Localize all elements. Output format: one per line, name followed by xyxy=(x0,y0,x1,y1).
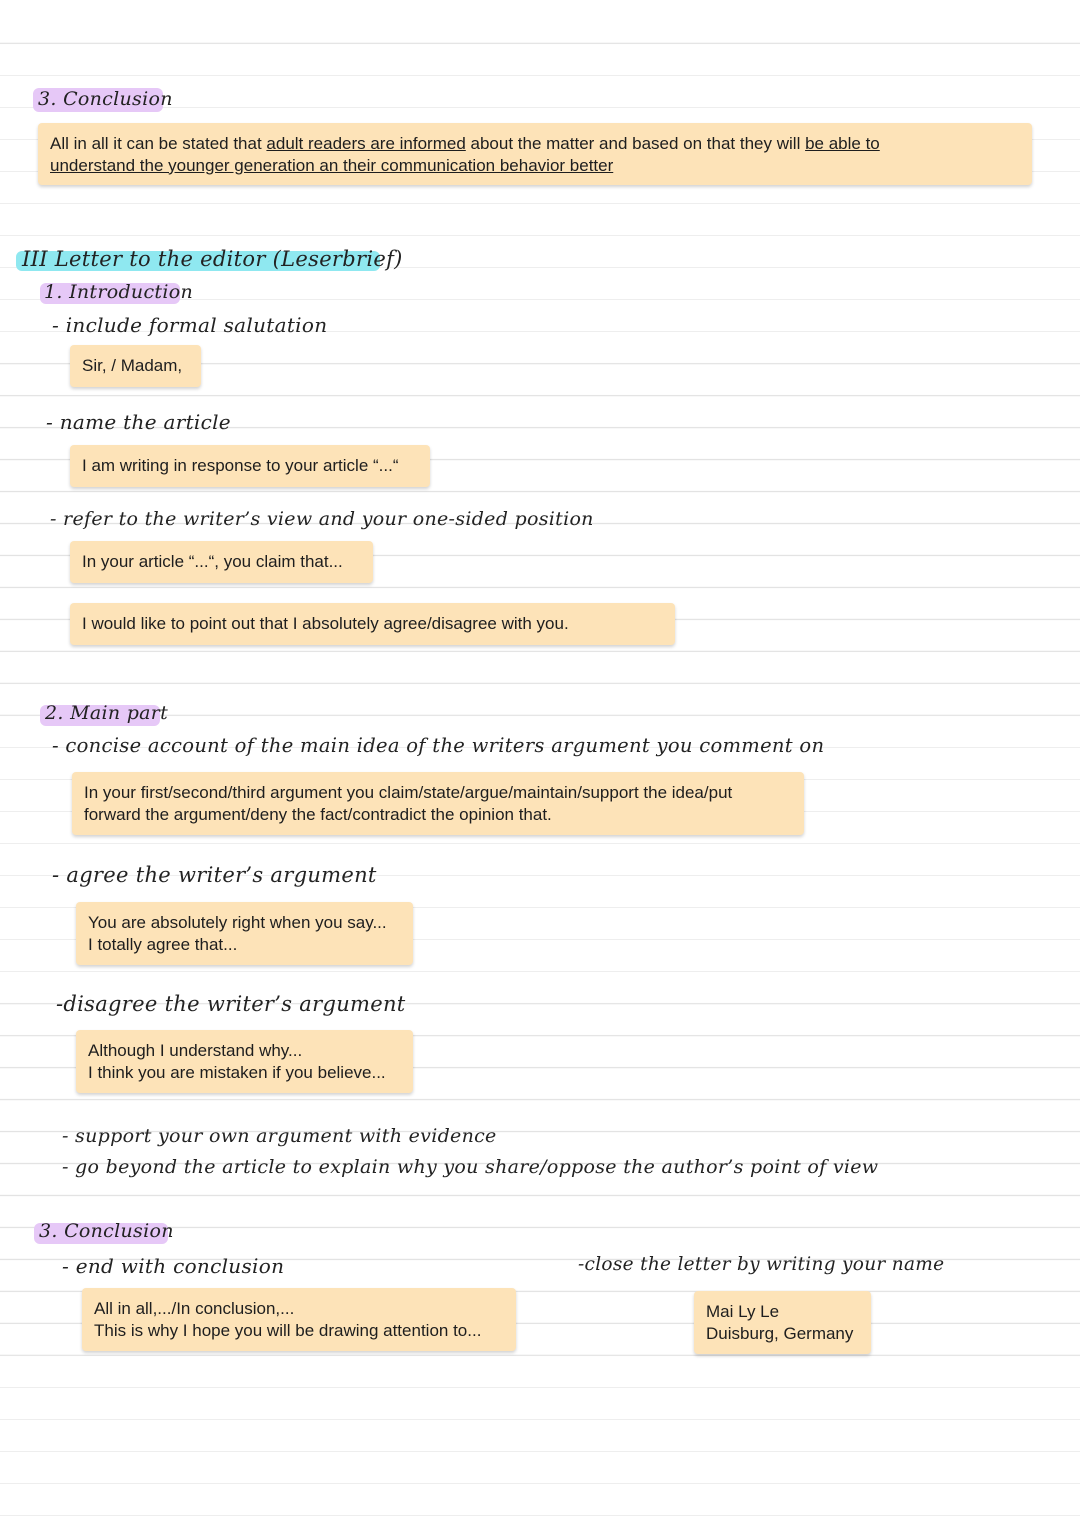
example-disagree-writer xyxy=(76,1030,413,1093)
note-beyond: - go beyond the article to explain why you share/oppose the author’s point of view xyxy=(62,1156,879,1178)
note-agree: - agree the writer’s argument xyxy=(52,863,377,887)
example-conclusion xyxy=(82,1288,516,1351)
example-text: I would like to point out that I absolutely agree/disagree with you. xyxy=(82,614,569,633)
note-support: - support your own argument with evidence xyxy=(62,1125,497,1147)
note-position: - refer to the writer’s view and your one-sided position xyxy=(50,508,594,530)
example-underlined-text: adult readers are informed xyxy=(266,134,466,153)
letter-title: III Letter to the editor (Leserbrief) xyxy=(22,247,403,271)
example-agree-writer xyxy=(76,902,413,965)
note-account: - concise account of the main idea of the writers argument you comment on xyxy=(52,734,825,757)
example-underlined-text: understand the younger generation an their communication behavior better xyxy=(50,155,614,175)
example-text: about the matter and based on that they will xyxy=(465,134,806,153)
note-close: -close the letter by writing your name xyxy=(578,1254,945,1275)
example-text: All in all it can be stated that xyxy=(50,134,267,153)
conclusion-heading: 3. Conclusion xyxy=(39,1220,174,1242)
example-account xyxy=(72,772,804,835)
example-text: In your article “...“, you claim that... xyxy=(82,552,343,571)
example-underlined-text: be able to xyxy=(805,134,880,153)
example-text: forward the argument/deny the fact/contradict the opinion that. xyxy=(84,804,552,824)
conclusion-top-example xyxy=(38,123,1032,185)
conclusion-top-heading: 3. Conclusion xyxy=(38,88,173,110)
signature-box xyxy=(694,1291,871,1354)
example-text: In your first/second/third argument you claim/state/argue/maintain/support the idea/put xyxy=(84,783,733,802)
example-text: I think you are mistaken if you believe... xyxy=(88,1062,386,1082)
example-article xyxy=(70,445,430,487)
example-claim xyxy=(70,541,373,583)
main-part-heading: 2. Main part xyxy=(45,702,169,724)
example-text: I am writing in response to your article “...“ xyxy=(82,456,399,475)
note-article: - name the article xyxy=(46,410,231,434)
example-salutation xyxy=(70,345,201,387)
example-text: This is why I hope you will be drawing attention to... xyxy=(94,1320,482,1340)
example-agree xyxy=(70,603,675,645)
note-end: - end with conclusion xyxy=(62,1254,285,1278)
introduction-heading: 1. Introduction xyxy=(44,281,193,303)
note-disagree: -disagree the writer’s argument xyxy=(56,992,406,1016)
example-text: All in all,.../In conclusion,... xyxy=(94,1299,295,1318)
example-text: You are absolutely right when you say... xyxy=(88,913,387,932)
note-salutation: - include formal salutation xyxy=(52,313,328,337)
signature-place: Duisburg, Germany xyxy=(706,1323,854,1343)
example-text: Although I understand why... xyxy=(88,1041,303,1060)
example-text: Sir, / Madam, xyxy=(82,356,183,375)
example-text: I totally agree that... xyxy=(88,934,238,954)
signature-name: Mai Ly Le xyxy=(706,1302,780,1321)
